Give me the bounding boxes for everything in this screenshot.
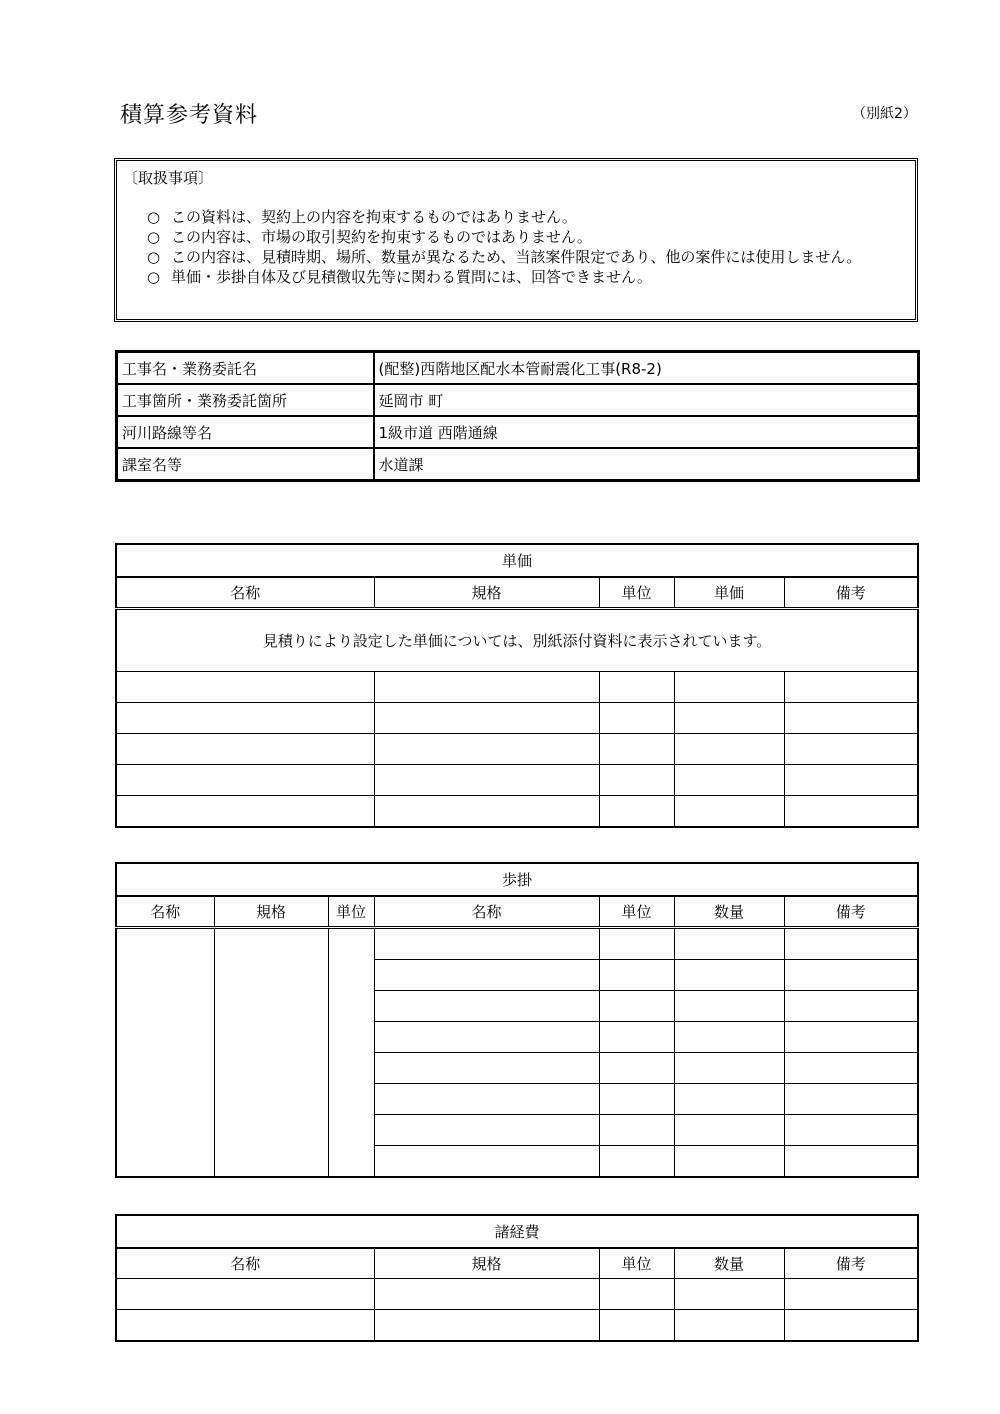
table-row — [116, 703, 918, 734]
table-cell — [674, 796, 784, 828]
table-cell — [674, 1053, 784, 1084]
project-location-value: 延岡市 町 — [374, 384, 919, 416]
table-cell — [116, 928, 214, 1178]
notes-list — [147, 207, 907, 287]
table-row — [117, 448, 919, 481]
table-cell — [374, 1022, 599, 1053]
table-cell — [599, 765, 674, 796]
note-text: この資料は、契約上の内容を拘束するものではありません。 — [171, 208, 577, 226]
step-title: 歩掛 — [116, 863, 918, 896]
table-row — [116, 609, 918, 672]
table-cell — [674, 1279, 784, 1310]
table-cell — [374, 1053, 599, 1084]
table-cell — [784, 703, 918, 734]
table-cell — [374, 1310, 599, 1342]
circle-bullet-icon: ○ — [147, 208, 161, 226]
table-cell — [599, 1084, 674, 1115]
table-cell — [374, 734, 599, 765]
table-cell — [784, 1053, 918, 1084]
column-header: 単位 — [599, 577, 674, 609]
table-cell — [674, 765, 784, 796]
table-cell — [599, 734, 674, 765]
table-cell — [374, 1115, 599, 1146]
route-name-value: 1級市道 西階通線 — [374, 416, 919, 448]
table-cell — [674, 1084, 784, 1115]
column-header: 備考 — [784, 577, 918, 609]
table-cell — [374, 1146, 599, 1178]
table-row — [116, 734, 918, 765]
table-header-row — [116, 577, 918, 609]
route-name-label: 河川路線等名 — [117, 416, 374, 448]
table-cell — [599, 1115, 674, 1146]
note-item — [147, 227, 907, 247]
table-cell — [116, 1279, 374, 1310]
misc-title: 諸経費 — [116, 1215, 918, 1248]
note-text: 単価・歩掛自体及び見積徴収先等に関わる質問には、回答できません。 — [171, 268, 652, 286]
table-cell — [374, 765, 599, 796]
table-cell — [784, 1310, 918, 1342]
column-header: 単位 — [599, 896, 674, 928]
project-info-table — [115, 350, 920, 482]
table-cell — [116, 796, 374, 828]
table-cell — [784, 991, 918, 1022]
table-row — [116, 672, 918, 703]
column-header: 規格 — [214, 896, 328, 928]
project-location-label: 工事箇所・業務委託箇所 — [117, 384, 374, 416]
table-cell — [214, 928, 328, 1178]
table-cell — [599, 796, 674, 828]
circle-bullet-icon: ○ — [147, 268, 161, 286]
section-label: 課室名等 — [117, 448, 374, 481]
column-header: 数量 — [674, 1248, 784, 1279]
table-cell — [784, 1022, 918, 1053]
column-header: 名称 — [374, 896, 599, 928]
table-cell — [784, 1146, 918, 1178]
circle-bullet-icon: ○ — [147, 248, 161, 266]
table-cell — [374, 960, 599, 991]
table-header-row — [116, 896, 918, 928]
table-cell — [599, 928, 674, 960]
table-cell — [374, 1279, 599, 1310]
document-title: 積算参考資料 — [120, 103, 259, 128]
table-cell — [374, 672, 599, 703]
table-cell — [784, 928, 918, 960]
note-item — [147, 267, 907, 287]
table-cell — [374, 796, 599, 828]
attachment-label: （別紙2） — [852, 106, 917, 122]
table-cell — [674, 703, 784, 734]
table-cell — [374, 1084, 599, 1115]
table-cell — [674, 1146, 784, 1178]
table-cell — [674, 1022, 784, 1053]
table-row — [116, 928, 918, 960]
unit-price-title: 単価 — [116, 544, 918, 577]
project-name-value: (配整)西階地区配水本管耐震化工事(R8-2) — [374, 352, 919, 385]
table-row — [116, 796, 918, 828]
table-cell — [116, 703, 374, 734]
table-title-row — [116, 544, 918, 577]
table-cell — [374, 703, 599, 734]
note-text: この内容は、市場の取引契約を拘束するものではありません。 — [171, 228, 592, 246]
handling-notes-box — [114, 158, 918, 322]
table-title-row — [116, 863, 918, 896]
column-header: 単位 — [599, 1248, 674, 1279]
table-cell — [784, 734, 918, 765]
column-header: 単価 — [674, 577, 784, 609]
unit-price-table — [115, 543, 919, 828]
project-name-label: 工事名・業務委託名 — [117, 352, 374, 385]
table-cell — [328, 928, 374, 1178]
table-row — [116, 1310, 918, 1342]
table-row — [116, 765, 918, 796]
table-cell — [674, 960, 784, 991]
table-row — [117, 416, 919, 448]
table-cell — [674, 1115, 784, 1146]
table-cell — [784, 672, 918, 703]
table-cell — [599, 1310, 674, 1342]
note-item — [147, 207, 907, 227]
circle-bullet-icon: ○ — [147, 228, 161, 246]
table-row — [116, 1279, 918, 1310]
table-cell — [784, 1115, 918, 1146]
table-cell — [674, 1310, 784, 1342]
note-item — [147, 247, 907, 267]
column-header: 名称 — [116, 1248, 374, 1279]
table-cell — [599, 1022, 674, 1053]
column-header: 単位 — [328, 896, 374, 928]
column-header: 規格 — [374, 577, 599, 609]
table-row — [117, 384, 919, 416]
column-header: 数量 — [674, 896, 784, 928]
table-cell — [599, 1146, 674, 1178]
table-header-row — [116, 1248, 918, 1279]
table-title-row — [116, 1215, 918, 1248]
table-cell — [116, 734, 374, 765]
column-header: 規格 — [374, 1248, 599, 1279]
misc-expenses-table — [115, 1214, 919, 1342]
table-cell — [599, 672, 674, 703]
table-cell — [784, 1279, 918, 1310]
table-cell — [599, 960, 674, 991]
note-text: この内容は、見積時期、場所、数量が異なるため、当該案件限定であり、他の案件には使用しません。 — [171, 248, 862, 266]
section-value: 水道課 — [374, 448, 919, 481]
table-cell — [674, 734, 784, 765]
table-cell — [599, 991, 674, 1022]
table-cell — [374, 991, 599, 1022]
column-header: 備考 — [784, 1248, 918, 1279]
column-header: 備考 — [784, 896, 918, 928]
column-header: 名称 — [116, 577, 374, 609]
table-cell — [599, 1279, 674, 1310]
table-cell — [599, 703, 674, 734]
step-table — [115, 862, 919, 1178]
column-header: 名称 — [116, 896, 214, 928]
table-cell — [116, 672, 374, 703]
unit-price-note: 見積りにより設定した単価については、別紙添付資料に表示されています。 — [116, 609, 918, 672]
table-cell — [784, 796, 918, 828]
table-cell — [374, 928, 599, 960]
table-row — [117, 352, 919, 385]
table-cell — [784, 765, 918, 796]
table-cell — [116, 765, 374, 796]
table-cell — [784, 960, 918, 991]
table-cell — [599, 1053, 674, 1084]
table-cell — [674, 928, 784, 960]
table-cell — [674, 672, 784, 703]
table-cell — [784, 1084, 918, 1115]
table-cell — [674, 991, 784, 1022]
table-cell — [116, 1310, 374, 1342]
notes-heading: 〔取扱事項〕 — [123, 169, 214, 187]
